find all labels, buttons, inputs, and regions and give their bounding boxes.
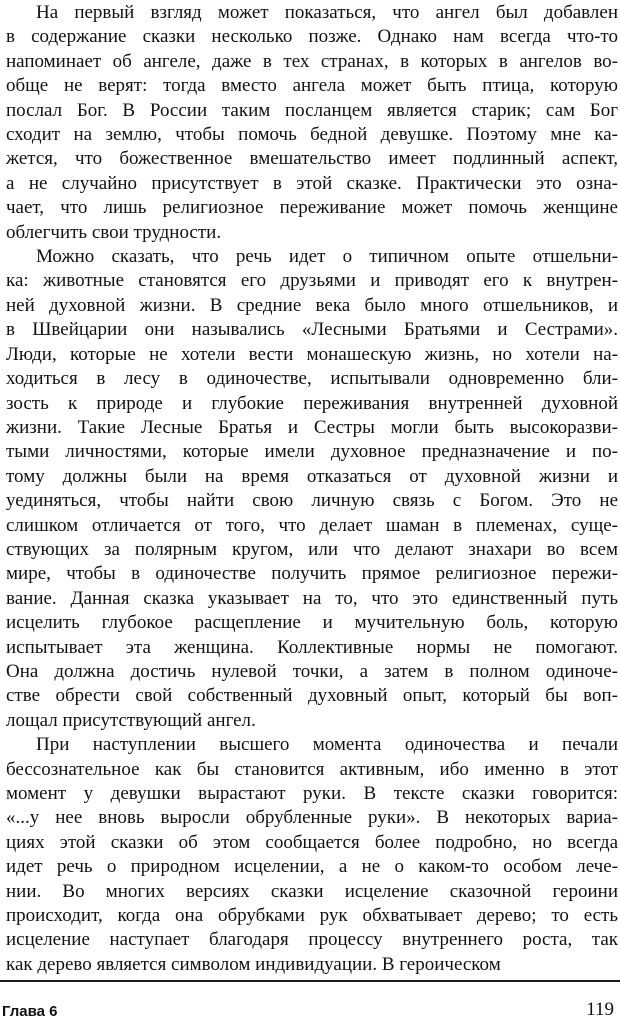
text-line: сходит на землю, чтобы помочь бедной девушке. Поэтому мне ка- xyxy=(6,124,618,146)
page-number: 119 xyxy=(586,999,614,1020)
text-line: «...у нее вновь выросли обрубленные руки». В некоторых вариа- xyxy=(6,807,618,829)
text-line: нии. Во многих версиях сказки исцеление сказочной героини xyxy=(6,880,618,902)
page-footer xyxy=(2,999,614,1021)
text-line: бессознательное как бы становится активным, ибо именно в этот xyxy=(6,758,618,780)
text-line: происходит, когда она обрубками рук обхватывает дерево; то есть xyxy=(6,905,618,927)
text-line: в содержание сказки несколько позже. Однако нам всегда что-то xyxy=(6,26,618,48)
footer-rule xyxy=(0,980,620,982)
text-line: чает, что лишь религиозное переживание может помочь женщине xyxy=(6,197,618,219)
text-line: послал Бог. В России таким посланцем является старик; сам Бог xyxy=(6,99,618,121)
text-line: слишком отличается от того, что делает шаман в племенах, суще- xyxy=(6,514,618,536)
text-line: испытывает эта женщина. Коллективные нормы не помогают. xyxy=(6,636,618,658)
text-line: исцеление наступает благодаря процессу внутреннего роста, так xyxy=(6,929,618,951)
text-line: Можно сказать, что речь идет о типичном опыте отшельни- xyxy=(36,246,618,268)
chapter-label: Глава 6 xyxy=(2,1003,58,1020)
text-line: циях этой сказки об этом сообщается более подробно, но всегда xyxy=(6,831,618,853)
paragraph-1 xyxy=(6,1,618,245)
paragraph-3 xyxy=(6,733,618,977)
body-text xyxy=(6,1,618,977)
text-line: ствующих за полярным кругом, или что делают знахари во всем xyxy=(6,538,618,560)
text-line: уединяться, чтобы найти свою личную связь с Богом. Это не xyxy=(6,490,618,512)
text-line: напоминает об ангеле, даже в тех странах, в которых в ангелов во- xyxy=(6,50,618,72)
text-line: облегчить свои трудности. xyxy=(6,221,222,243)
text-line: а не случайно присутствует в этой сказке. Практически это озна- xyxy=(6,172,618,194)
paragraph-2 xyxy=(6,245,618,733)
text-line: мире, чтобы в одиночестве получить прямое религиозное пережи- xyxy=(6,563,618,585)
text-line: жется, что божественное вмешательство имеет подлинный аспект, xyxy=(6,148,618,170)
text-line: жизни. Такие Лесные Братья и Сестры могли быть высокоразви- xyxy=(6,416,618,438)
text-line: момент у девушки вырастают руки. В тексте сказки говорится: xyxy=(6,783,618,804)
text-line: тому должны были на время отказаться от духовной жизни и xyxy=(6,465,618,487)
text-line: как дерево является символом индивидуации. В героическом xyxy=(6,953,501,975)
text-line: обще не верят: тогда вместо ангела может быть птица, которую xyxy=(6,75,618,97)
text-line: ней духовной жизни. В средние века было много отшельников, и xyxy=(6,294,618,316)
text-line: зость к природе и глубокие переживания внутренней духовной xyxy=(6,392,618,414)
text-line: стве обрести свой собственный духовный опыт, который бы воп- xyxy=(6,685,618,707)
text-line: вание. Данная сказка указывает на то, что это единственный путь xyxy=(6,587,618,609)
text-line: тыми личностями, которые имели духовное предназначение и по- xyxy=(6,441,618,463)
text-line: При наступлении высшего момента одиночества и печали xyxy=(36,734,618,756)
text-line: Она должна достичь нулевой точки, а затем в полном одиноче- xyxy=(6,660,618,682)
text-line: На первый взгляд может показаться, что ангел был добавлен xyxy=(36,2,618,23)
text-line: лощал присутствующий ангел. xyxy=(6,709,256,731)
text-line: ка: животные становятся его друзьями и приводят его к внутрен- xyxy=(6,270,618,292)
text-line: ходиться в лесу в одиночестве, испытывали одновременно бли- xyxy=(6,368,618,390)
text-line: идет речь о природном исцелении, а не о каком-то особом лече- xyxy=(6,856,618,878)
text-line: исцелить глубокое расщепление и мучительную боль, которую xyxy=(6,612,618,634)
text-line: Люди, которые не хотели вести монашескую жизнь, но хотели на- xyxy=(6,343,618,365)
text-line: в Швейцарии они назывались «Лесными Братьями и Сестрами». xyxy=(6,319,618,341)
